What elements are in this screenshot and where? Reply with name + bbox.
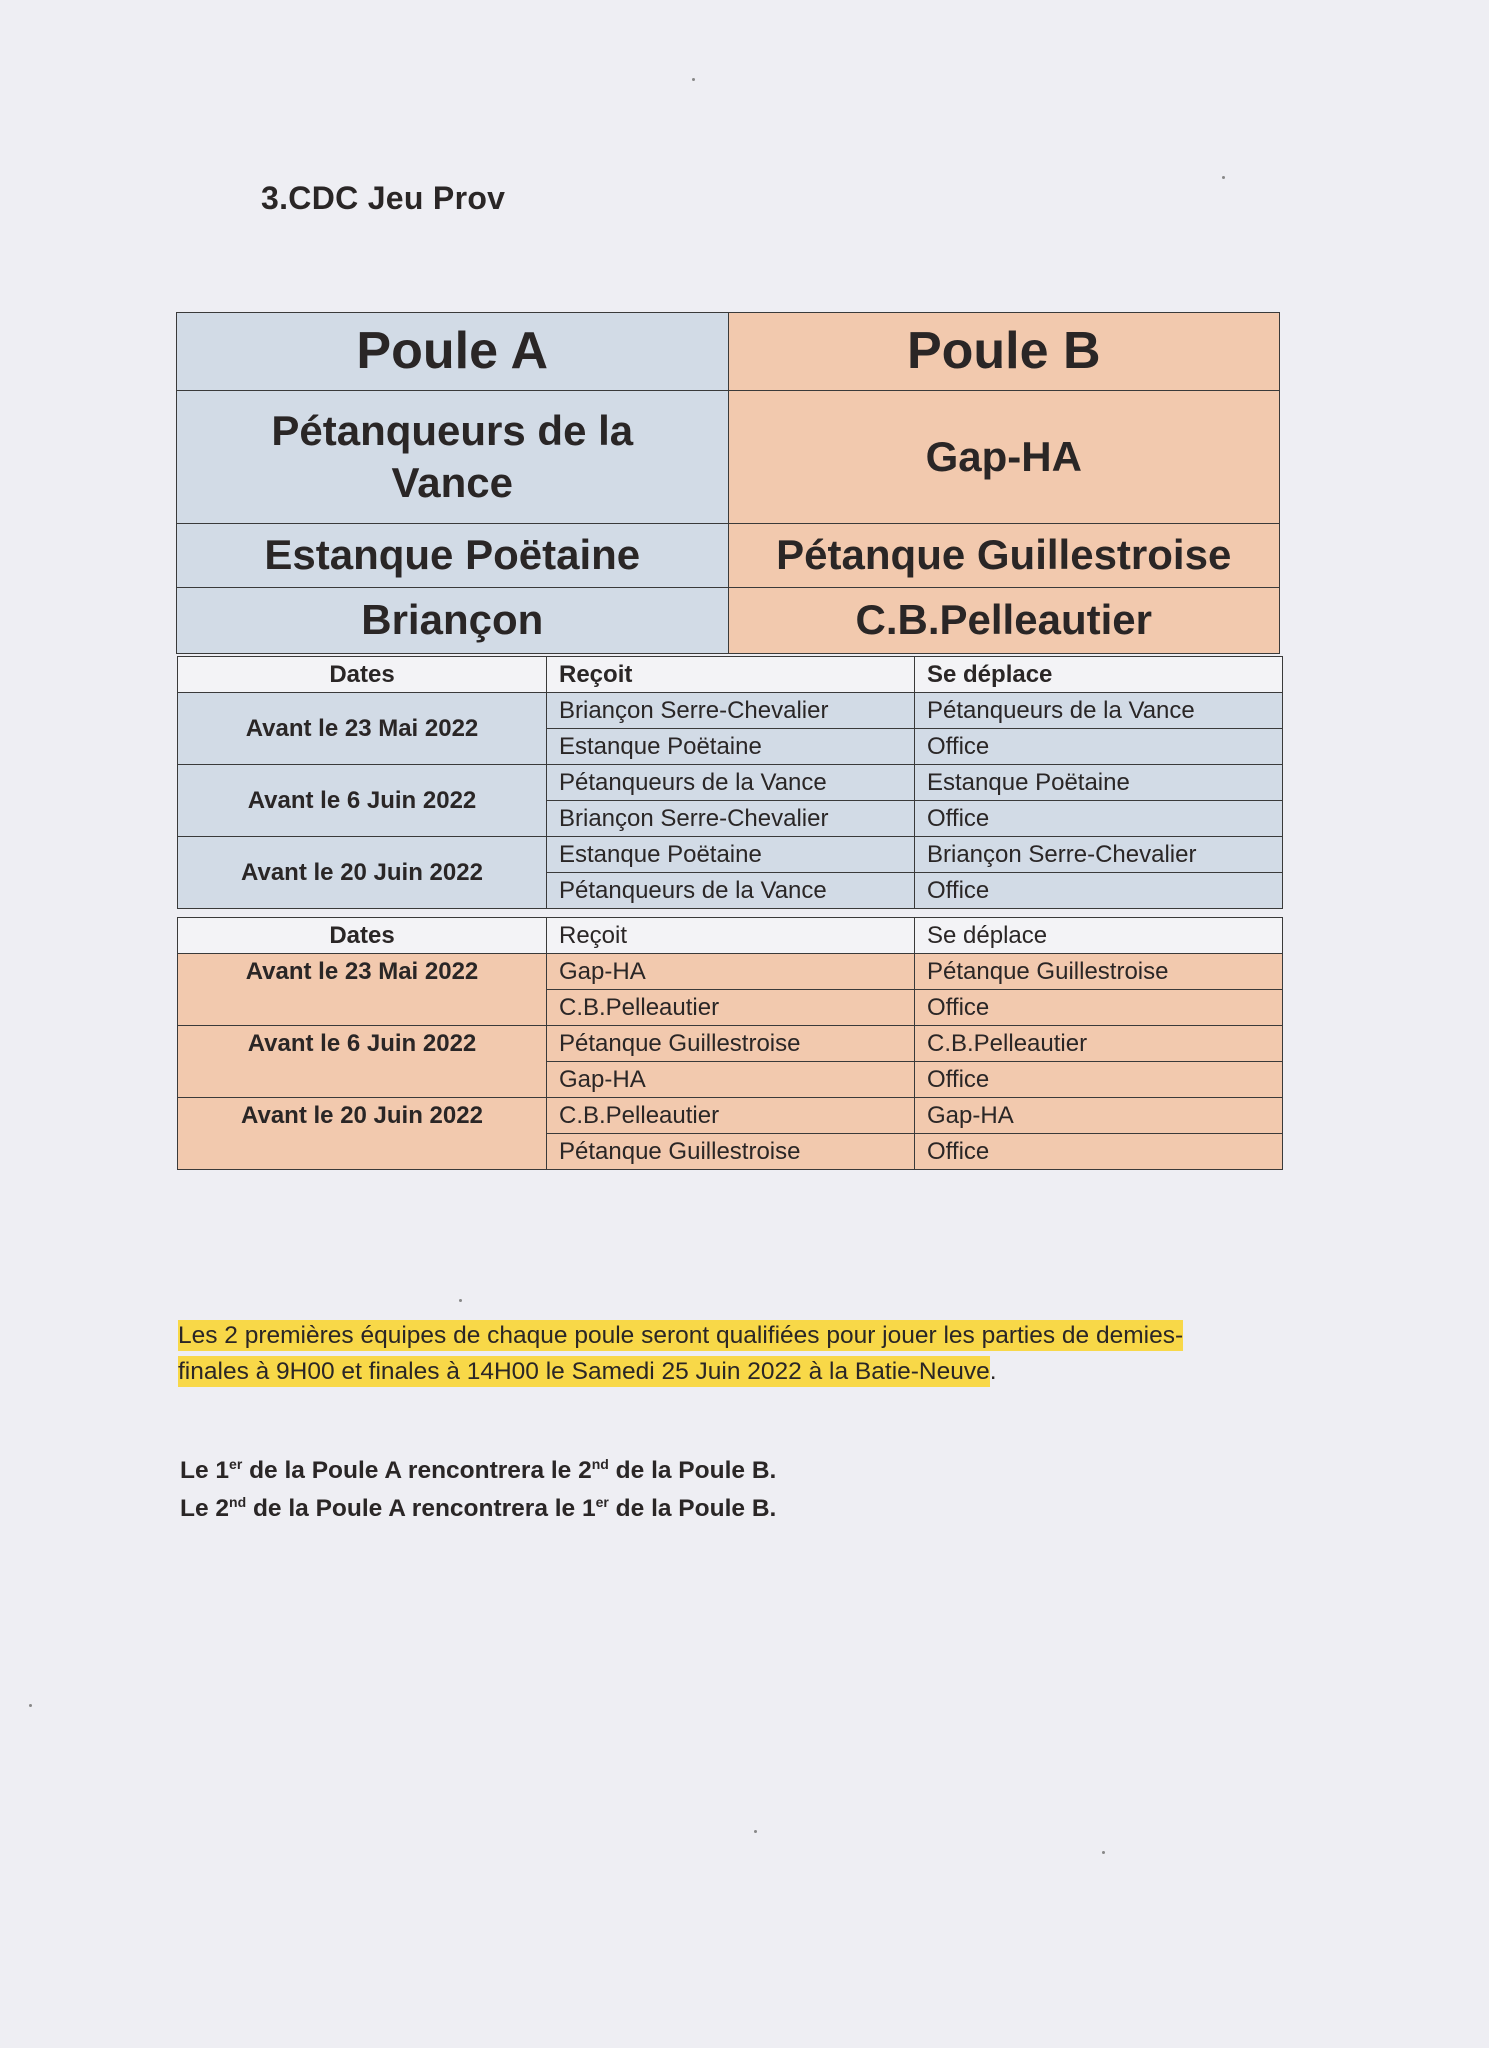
table-row xyxy=(178,1026,1283,1062)
document-title: 3.CDC Jeu Prov xyxy=(261,180,506,216)
deplace-cell: Office xyxy=(915,873,1283,909)
deplace-cell: Office xyxy=(915,1134,1283,1170)
recoit-cell: Gap-HA xyxy=(547,954,915,990)
date-cell: Avant le 20 Juin 2022 xyxy=(178,1098,547,1170)
recoit-cell: Briançon Serre-Chevalier xyxy=(547,801,915,837)
column-header-se-deplace: Se déplace xyxy=(915,918,1283,954)
poule-a-team: Briançon xyxy=(177,588,729,654)
schedule-poule-a xyxy=(177,656,1283,909)
recoit-cell: Pétanque Guillestroise xyxy=(547,1026,915,1062)
poule-b-team: Gap-HA xyxy=(728,391,1280,524)
deplace-cell: Briançon Serre-Chevalier xyxy=(915,837,1283,873)
highlighted-text: Les 2 premières équipes de chaque poule seront qualifiées pour jouer les parties de demies- xyxy=(178,1322,1184,1349)
highlighted-text: finales à 9H00 et finales à 14H00 le Samedi 25 Juin 2022 à la Batie-Neuve xyxy=(178,1358,990,1385)
scan-speck xyxy=(1102,1851,1105,1854)
table-row xyxy=(178,1098,1283,1134)
deplace-cell: Office xyxy=(915,990,1283,1026)
column-header-dates: Dates xyxy=(178,657,547,693)
date-cell: Avant le 20 Juin 2022 xyxy=(178,837,547,909)
schedule-poule-b xyxy=(177,917,1283,1170)
recoit-cell: C.B.Pelleautier xyxy=(547,1098,915,1134)
date-cell: Avant le 23 Mai 2022 xyxy=(178,954,547,1026)
matchup-line-1: Le 1er de la Poule A rencontrera le 2nd de la Poule B. xyxy=(180,1456,777,1485)
scan-speck xyxy=(754,1830,757,1833)
recoit-cell: Estanque Poëtaine xyxy=(547,729,915,765)
date-cell: Avant le 23 Mai 2022 xyxy=(178,693,547,765)
poule-a-team: Estanque Poëtaine xyxy=(177,524,729,588)
recoit-cell: Estanque Poëtaine xyxy=(547,837,915,873)
recoit-cell: Pétanqueurs de la Vance xyxy=(547,765,915,801)
deplace-cell: Gap-HA xyxy=(915,1098,1283,1134)
scan-speck xyxy=(459,1299,462,1302)
poule-a-team: Pétanqueurs de la Vance xyxy=(177,391,729,524)
scan-speck xyxy=(29,1704,32,1707)
table-row xyxy=(178,837,1283,873)
column-header-dates: Dates xyxy=(178,918,547,954)
deplace-cell: Pétanqueurs de la Vance xyxy=(915,693,1283,729)
table-row xyxy=(178,954,1283,990)
table-row xyxy=(178,693,1283,729)
deplace-cell: C.B.Pelleautier xyxy=(915,1026,1283,1062)
deplace-cell: Office xyxy=(915,801,1283,837)
column-header-recoit: Reçoit xyxy=(547,657,915,693)
poule-b-header: Poule B xyxy=(728,313,1280,391)
deplace-cell: Estanque Poëtaine xyxy=(915,765,1283,801)
deplace-cell: Pétanque Guillestroise xyxy=(915,954,1283,990)
recoit-cell: Gap-HA xyxy=(547,1062,915,1098)
qualification-note xyxy=(178,1318,1183,1390)
column-header-se-deplace: Se déplace xyxy=(915,657,1283,693)
deplace-cell: Office xyxy=(915,1062,1283,1098)
poules-table xyxy=(176,312,1280,654)
table-row xyxy=(178,765,1283,801)
column-header-recoit: Reçoit xyxy=(547,918,915,954)
recoit-cell: Briançon Serre-Chevalier xyxy=(547,693,915,729)
period: . xyxy=(989,1358,997,1385)
date-cell: Avant le 6 Juin 2022 xyxy=(178,765,547,837)
poule-b-team: C.B.Pelleautier xyxy=(728,588,1280,654)
scan-speck xyxy=(692,78,695,81)
recoit-cell: Pétanque Guillestroise xyxy=(547,1134,915,1170)
matchup-line-2: Le 2nd de la Poule A rencontrera le 1er de la Poule B. xyxy=(180,1494,777,1523)
recoit-cell: C.B.Pelleautier xyxy=(547,990,915,1026)
date-cell: Avant le 6 Juin 2022 xyxy=(178,1026,547,1098)
recoit-cell: Pétanqueurs de la Vance xyxy=(547,873,915,909)
scan-speck xyxy=(1222,176,1225,179)
poule-a-header: Poule A xyxy=(177,313,729,391)
deplace-cell: Office xyxy=(915,729,1283,765)
poule-b-team: Pétanque Guillestroise xyxy=(728,524,1280,588)
